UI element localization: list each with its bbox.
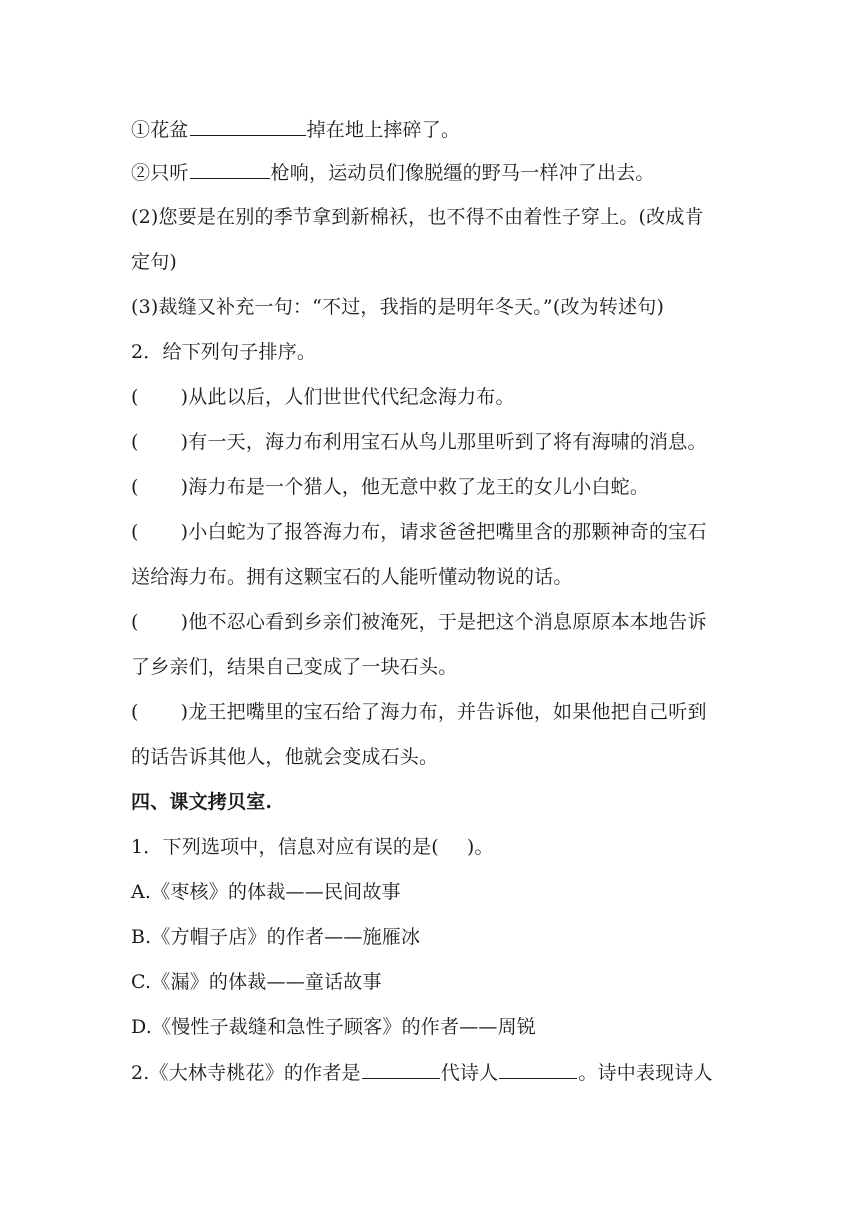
mc-question-1-text: 1．下列选项中，信息对应有误的是( (131, 836, 439, 858)
fill-question-2-a: 2.《大林寺桃花》的作者是 (131, 1062, 361, 1084)
question-2-heading: 2．给下列句子排序。 (131, 341, 317, 363)
mc-question-1-end: )。 (466, 836, 494, 858)
answer-blank[interactable] (362, 1060, 440, 1079)
order-item (131, 700, 731, 724)
option-a: A.《枣核》的体裁——民间故事 (131, 881, 401, 903)
order-item-text: )从此以后，人们世世代代纪念海力布。 (180, 386, 515, 408)
paren-open: ( (131, 611, 139, 633)
paren-open: ( (131, 701, 139, 723)
sentence-fill-1-pre: ①花盆 (131, 119, 189, 141)
order-item-text: )海力布是一个猎人，他无意中救了龙王的女儿小白蛇。 (180, 476, 650, 498)
answer-blank[interactable] (190, 160, 270, 179)
sentence-fill-2 (131, 160, 731, 185)
paren-open: ( (131, 476, 139, 498)
option-c: C.《漏》的体裁——童话故事 (131, 971, 382, 993)
order-item-text: )龙王把嘴里的宝石给了海力布，并告诉他，如果他把自己听到 (180, 701, 707, 723)
fill-question-2 (131, 1060, 731, 1085)
order-item (131, 610, 731, 634)
order-item (131, 385, 731, 409)
order-item-text: )有一天，海力布利用宝石从鸟儿那里听到了将有海啸的消息。 (180, 431, 707, 453)
order-item (131, 430, 731, 454)
order-item-cont: 的话告诉其他人，他就会变成石头。 (131, 746, 439, 768)
order-item-cont: 送给海力布。拥有这颗宝石的人能听懂动物说的话。 (131, 566, 573, 588)
option-d: D.《慢性子裁缝和急性子顾客》的作者——周锐 (131, 1016, 536, 1038)
sentence-fill-1-post: 掉在地上摔碎了。 (306, 119, 461, 141)
question-3-part-3: (3)裁缝又补充一句：“不过，我指的是明年冬天。”(改为转述句) (131, 296, 665, 318)
answer-blank[interactable] (499, 1060, 577, 1079)
order-item-text: )他不忍心看到乡亲们被淹死，于是把这个消息原原本本地告诉 (180, 611, 707, 633)
paren-open: ( (131, 521, 139, 543)
sentence-fill-2-post: 枪响，运动员们像脱缰的野马一样冲了出去。 (270, 162, 655, 184)
fill-question-2-c: 。诗中表现诗人 (578, 1062, 713, 1084)
sentence-fill-1 (131, 117, 731, 142)
order-item (131, 520, 731, 544)
order-item-text: )小白蛇为了报答海力布，请求爸爸把嘴里含的那颗神奇的宝石 (180, 521, 707, 543)
order-item-cont: 了乡亲们，结果自己变成了一块石头。 (131, 656, 458, 678)
answer-blank[interactable] (190, 117, 306, 136)
question-2-part-2-cont: 定句) (131, 251, 178, 273)
paren-open: ( (131, 386, 139, 408)
fill-question-2-b: 代诗人 (440, 1062, 499, 1084)
mc-question-1 (131, 835, 731, 859)
section-4-heading: 四、课文拷贝室. (131, 791, 273, 813)
sentence-fill-2-pre: ②只听 (131, 162, 189, 184)
option-b: B.《方帽子店》的作者——施雁冰 (131, 926, 421, 948)
order-item (131, 475, 731, 499)
paren-open: ( (131, 431, 139, 453)
question-2-part-2: (2)您要是在别的季节拿到新棉袄，也不得不由着性子穿上。(改成肯 (131, 206, 704, 228)
